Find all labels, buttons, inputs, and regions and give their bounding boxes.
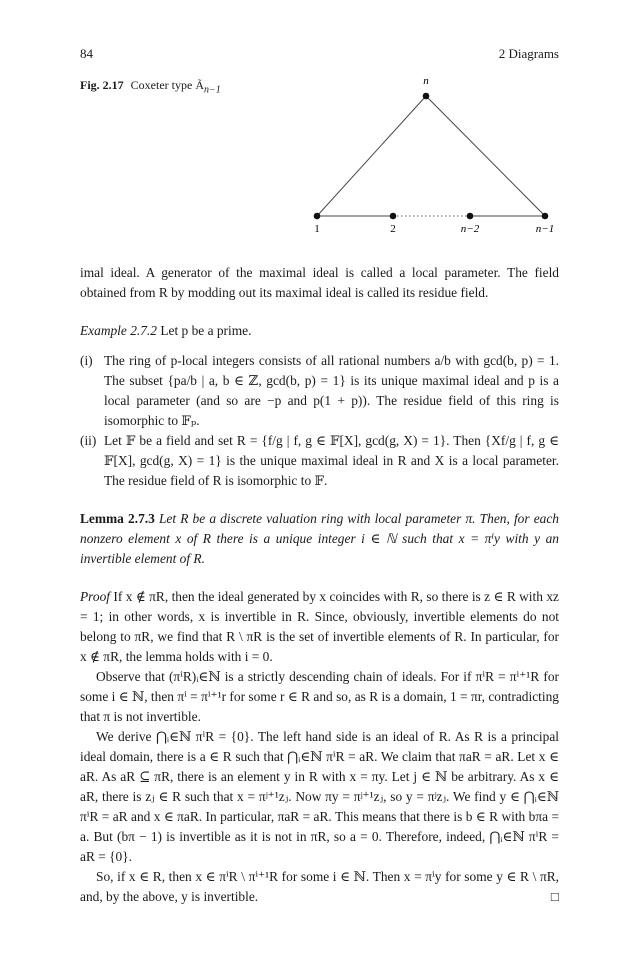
- lemma-statement: Let R be a discrete valuation ring with local parameter π. Then, for each nonzero element x of R there is a unique integer i ∈ ℕ such that x = πⁱy with y an invertible element of R.: [80, 511, 559, 566]
- proof-paragraph-3: We derive ⋂ᵢ∈ℕ πⁱR = {0}. The left hand side is an ideal of R. As R is a principal ideal domain, there is a ∈ R such that ⋂ᵢ∈ℕ πⁱR = aR. We claim that πaR = aR. Let x ∈ aR. As aR ⊆ πR, there is an element y in R with x = πy. Let j ∈ ℕ be arbitrary. As x ∈ aR, there is zⱼ ∈ R such that x = πʲ⁺¹zⱼ. Now πy = πʲ⁺¹zⱼ, so y = πʲzⱼ. We find y ∈ ⋂ᵢ∈ℕ πⁱR = aR and x ∈ πaR. In particular, πaR = aR. This means that there is b ∈ R with bπa = a. But (bπ − 1) is invertible as it is not in πR, so a = 0. Therefore, indeed, ⋂ᵢ∈ℕ πⁱR = aR = {0}.: [80, 729, 559, 864]
- example-heading: Example 2.7.2: [80, 323, 157, 338]
- proof-paragraph-1: [80, 587, 559, 667]
- lemma-paragraph: [80, 509, 559, 569]
- node-n-2: [467, 213, 474, 220]
- page-number: 84: [80, 46, 93, 61]
- proof-paragraph-4: [80, 867, 559, 907]
- example-item-2-number: (ii): [80, 433, 97, 448]
- paragraph-intro: imal ideal. A generator of the maximal ideal is called a local parameter. The field obtained from R by modding out its maximal ideal is called its residue field.: [80, 265, 559, 300]
- example-item-1: [80, 351, 559, 431]
- example-item-1-number: (i): [80, 353, 93, 368]
- node-n: [423, 93, 430, 100]
- coxeter-diagram: [290, 70, 570, 245]
- node-label-2: 2: [390, 223, 396, 235]
- example-item-2-text: Let 𝔽 be a field and set R = {f/g | f, g ∈ 𝔽[X], gcd(g, X) = 1}. Then {Xf/g | f, g ∈ 𝔽[X], gcd(g, X) = 1} is the unique maximal ideal in R and X is a local parameter. The residue field of R is isomorphic to 𝔽.: [104, 433, 559, 488]
- qed-symbol: □: [550, 889, 559, 904]
- figure-caption-text: Coxeter type Ã: [130, 78, 204, 92]
- node-label-n-1: n−1: [535, 223, 555, 235]
- node-n-1: [542, 213, 549, 220]
- example-list: [80, 351, 559, 491]
- example-intro: Let p be a prime.: [160, 323, 252, 338]
- proof-text-1: If x ∉ πR, then the ideal generated by x coincides with R, so there is z ∈ R with xz = 1; in other words, x is invertible in R. Since, obviously, invertible elements do not belong to πR, we find that R \ πR is the set of invertible elements of R. In particular, for x ∉ πR, the lemma holds with i = 0.: [80, 589, 559, 664]
- node-1: [314, 213, 321, 220]
- node-2: [390, 213, 397, 220]
- figure-caption: [80, 78, 221, 95]
- figure-label: Fig. 2.17: [80, 78, 124, 92]
- example-paragraph: [80, 321, 559, 341]
- lemma-heading: Lemma 2.7.3: [80, 511, 155, 526]
- node-label-n: n: [423, 75, 429, 87]
- node-label-1: 1: [314, 223, 320, 235]
- body-text: [80, 263, 559, 907]
- example-item-1-text: The ring of p-local integers consists of all rational numbers a/b with gcd(b, p) = 1. The subset {pa/b | a, b ∈ ℤ, gcd(b, p) = 1} is its unique maximal ideal and p is a local parameter (and so are −p and p(1 + p)). The residue field of this ring is isomorphic to 𝔽ₚ.: [104, 353, 559, 428]
- proof-paragraph-2: Observe that (πⁱR)ᵢ∈ℕ is a strictly descending chain of ideals. For if πⁱR = πⁱ⁺¹R for some i ∈ ℕ, then πⁱ = πⁱ⁺¹r for some r ∈ R and so, as R is a domain, 1 = πr, contradicting that π is not invertible.: [80, 669, 559, 724]
- figure-caption-subscript: n−1: [203, 84, 221, 96]
- example-item-2: [80, 431, 559, 491]
- edge-top-n1: [426, 96, 545, 216]
- coxeter-diagram-svg: [290, 70, 570, 245]
- edge-top-1: [317, 96, 426, 216]
- chapter-title: 2 Diagrams: [498, 46, 559, 61]
- proof-heading: Proof: [80, 589, 111, 604]
- proof-text-4: So, if x ∈ R, then x ∈ πⁱR \ πⁱ⁺¹R for some i ∈ ℕ. Then x = πⁱy for some y ∈ R \ πR, and, by the above, y is invertible.: [80, 869, 559, 904]
- node-label-n-2: n−2: [460, 223, 480, 235]
